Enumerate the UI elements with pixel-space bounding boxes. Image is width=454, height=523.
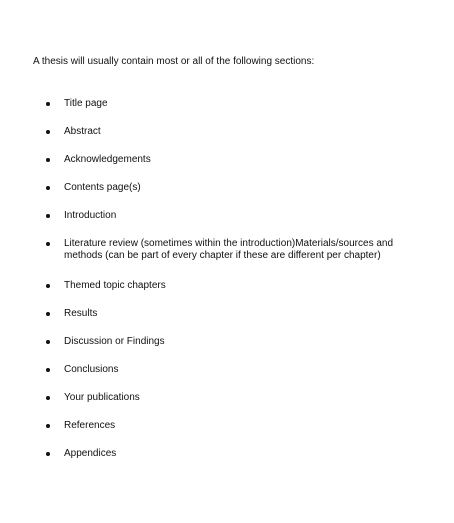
bullet-icon <box>46 102 50 106</box>
bullet-icon <box>46 340 50 344</box>
list-item <box>46 448 426 460</box>
list-item <box>46 364 426 376</box>
list-item <box>46 280 426 292</box>
bullet-icon <box>46 452 50 456</box>
list-item <box>46 210 426 222</box>
bullet-icon <box>46 158 50 162</box>
list-item <box>46 308 426 320</box>
list-item-label: Literature review (sometimes within the introduction)Materials/sources and methods (can be part of every chapter if these are different per chapter) <box>64 238 394 261</box>
bullet-icon <box>46 312 50 316</box>
list-item-label: References <box>64 420 116 431</box>
list-item <box>46 126 426 138</box>
bullet-icon <box>46 368 50 372</box>
list-item <box>46 392 426 404</box>
list-item-label: Results <box>64 308 98 319</box>
list-item-label: Contents page(s) <box>64 182 141 193</box>
list-item <box>46 238 426 262</box>
list-item-label: Abstract <box>64 126 101 137</box>
intro-paragraph: A thesis will usually contain most or all of the following sections: <box>33 56 315 67</box>
list-item <box>46 182 426 194</box>
list-item-label: Your publications <box>64 392 140 403</box>
bullet-icon <box>46 396 50 400</box>
list-item <box>46 420 426 432</box>
list-item <box>46 154 426 166</box>
list-item-label: Acknowledgements <box>64 154 151 165</box>
list-item-label: Themed topic chapters <box>64 280 166 291</box>
bullet-icon <box>46 130 50 134</box>
bullet-icon <box>46 242 50 246</box>
list-item-label: Title page <box>64 98 108 109</box>
list-item <box>46 98 426 110</box>
list-item-label: Discussion or Findings <box>64 336 165 347</box>
bullet-icon <box>46 214 50 218</box>
list-item-label: Conclusions <box>64 364 119 375</box>
bullet-icon <box>46 186 50 190</box>
list-item-label: Appendices <box>64 448 117 459</box>
list-item-label: Introduction <box>64 210 117 221</box>
bullet-icon <box>46 284 50 288</box>
list-item <box>46 336 426 348</box>
bullet-icon <box>46 424 50 428</box>
